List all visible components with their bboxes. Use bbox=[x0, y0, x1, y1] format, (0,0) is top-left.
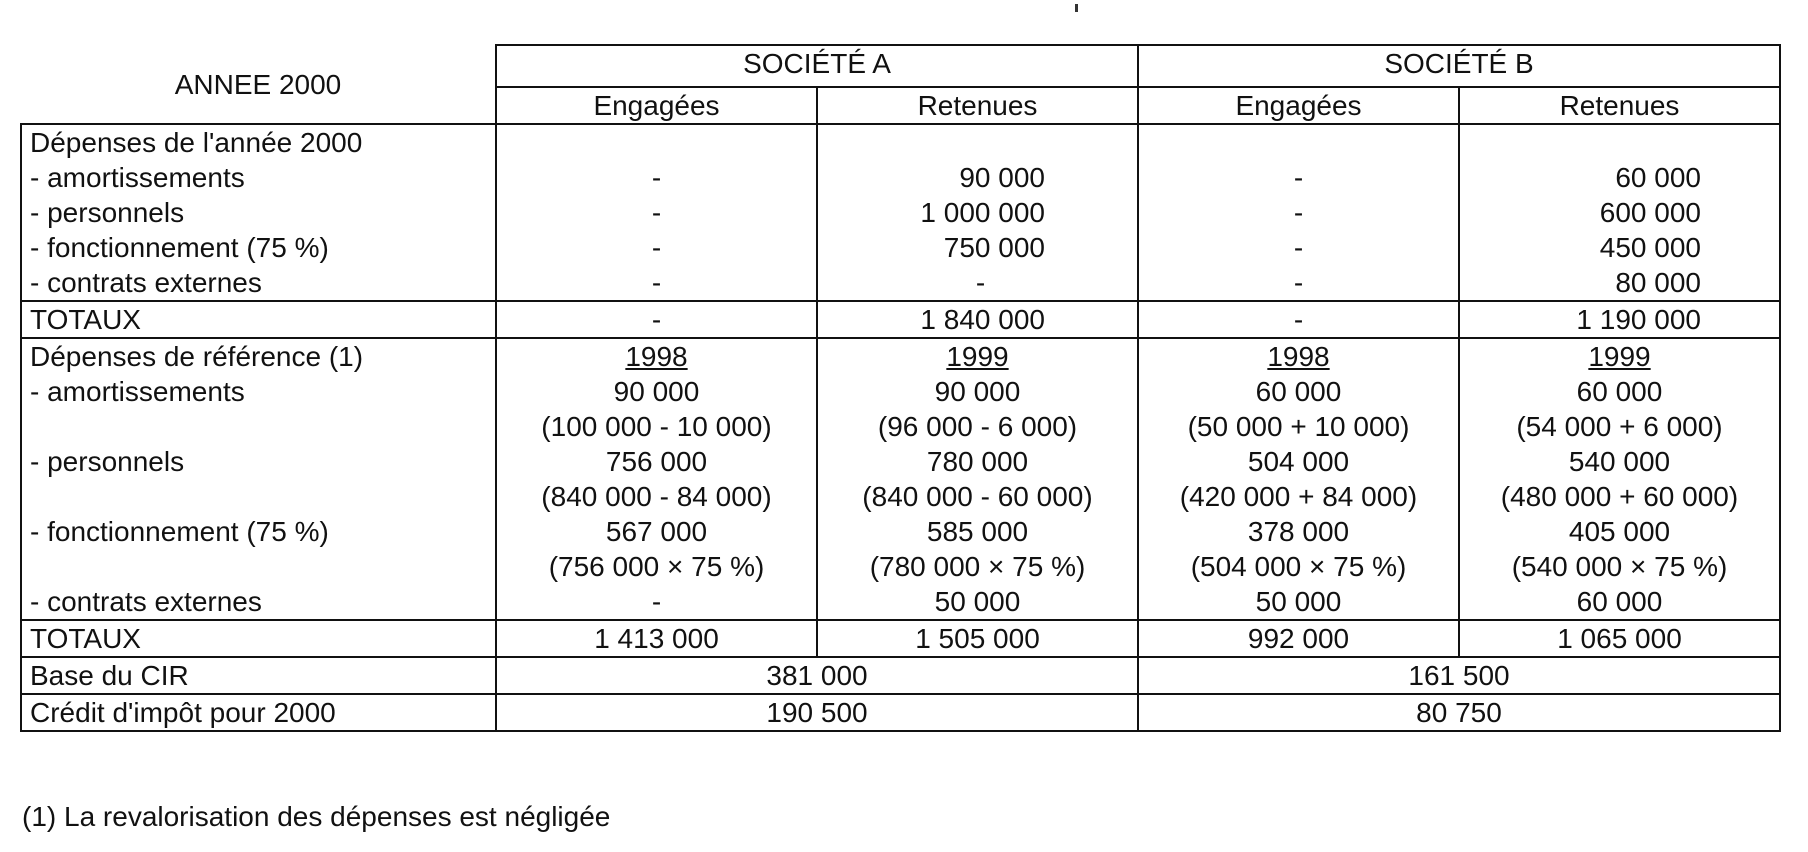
cell: 60 000 bbox=[1255, 376, 1342, 407]
year-label: 1998 bbox=[1267, 341, 1330, 372]
cell: 60 000 bbox=[1576, 376, 1663, 407]
cell: 750 000 bbox=[943, 232, 1045, 263]
cell: 756 000 bbox=[605, 446, 708, 477]
col-a-engaged: Engagées bbox=[496, 87, 817, 124]
totals-ref-a-engaged: 1 413 000 bbox=[496, 620, 817, 657]
cell: - bbox=[651, 586, 662, 617]
cell: (480 000 + 60 000) bbox=[1500, 481, 1739, 512]
year-label: 1998 bbox=[625, 341, 688, 372]
credit-b: 80 750 bbox=[1138, 694, 1780, 731]
cell: (756 000 × 75 %) bbox=[548, 551, 765, 582]
section-ref-a-engaged bbox=[496, 338, 817, 620]
row-label: - contrats externes bbox=[30, 267, 262, 298]
cell: 90 000 bbox=[613, 376, 700, 407]
credit-label: Crédit d'impôt pour 2000 bbox=[21, 694, 496, 731]
row-label: - amortissements bbox=[30, 376, 245, 407]
cell: (540 000 × 75 %) bbox=[1511, 551, 1728, 582]
totals-ref-b-retained: 1 065 000 bbox=[1459, 620, 1780, 657]
row-label: - personnels bbox=[30, 197, 185, 228]
totals-ref-b-engaged: 992 000 bbox=[1138, 620, 1459, 657]
totals-ref-label: TOTAUX bbox=[21, 620, 496, 657]
section-2000-a-retained bbox=[817, 124, 1138, 301]
section-ref-b-engaged bbox=[1138, 338, 1459, 620]
totals-2000-a-retained: 1 840 000 bbox=[817, 301, 1138, 338]
row-label bbox=[30, 409, 487, 444]
row-label bbox=[30, 479, 487, 514]
section-2000-b-retained bbox=[1459, 124, 1780, 301]
cell: 60 000 bbox=[1576, 586, 1663, 617]
cell: (504 000 × 75 %) bbox=[1190, 551, 1407, 582]
section-2000-title: Dépenses de l'année 2000 bbox=[30, 127, 363, 158]
totals-ref-a-retained: 1 505 000 bbox=[817, 620, 1138, 657]
cir-table bbox=[20, 44, 1781, 732]
cell: - bbox=[651, 162, 662, 193]
cell: 450 000 bbox=[1599, 232, 1701, 263]
scan-mark bbox=[1075, 4, 1078, 12]
cell: - bbox=[1293, 197, 1304, 228]
cell: (840 000 - 84 000) bbox=[541, 481, 772, 512]
year-label: 1999 bbox=[946, 341, 1009, 372]
section-2000-b-engaged bbox=[1138, 124, 1459, 301]
section-2000-labels bbox=[21, 124, 496, 301]
row-label bbox=[30, 549, 487, 584]
credit-a: 190 500 bbox=[496, 694, 1138, 731]
cell: (50 000 + 10 000) bbox=[1187, 411, 1410, 442]
cell: - bbox=[1293, 267, 1304, 298]
col-a-retained: Retenues bbox=[817, 87, 1138, 124]
company-a-heading: SOCIÉTÉ A bbox=[496, 45, 1138, 87]
cell: 540 000 bbox=[1568, 446, 1671, 477]
cell: (780 000 × 75 %) bbox=[869, 551, 1086, 582]
cell: 60 000 bbox=[1615, 162, 1701, 193]
row-label: - contrats externes bbox=[30, 586, 262, 617]
row-label: - fonctionnement (75 %) bbox=[30, 232, 329, 263]
cell: 90 000 bbox=[934, 376, 1021, 407]
cell: 50 000 bbox=[934, 586, 1021, 617]
row-label: - personnels bbox=[30, 446, 185, 477]
cell: (54 000 + 6 000) bbox=[1516, 411, 1723, 442]
cell: 378 000 bbox=[1247, 516, 1350, 547]
section-ref-title: Dépenses de référence (1) bbox=[30, 341, 364, 372]
company-b-heading: SOCIÉTÉ B bbox=[1138, 45, 1780, 87]
row-label: - fonctionnement (75 %) bbox=[30, 516, 329, 547]
section-ref-a-retained bbox=[817, 338, 1138, 620]
col-b-engaged: Engagées bbox=[1138, 87, 1459, 124]
totals-2000-label: TOTAUX bbox=[21, 301, 496, 338]
base-cir-a: 381 000 bbox=[496, 657, 1138, 694]
cell: 50 000 bbox=[1255, 586, 1342, 617]
totals-2000-b-engaged: - bbox=[1138, 301, 1459, 338]
cell: 504 000 bbox=[1247, 446, 1350, 477]
footnote: (1) La revalorisation des dépenses est négligée bbox=[22, 801, 611, 832]
cell: - bbox=[975, 267, 986, 298]
cell: (840 000 - 60 000) bbox=[862, 481, 1093, 512]
col-b-retained: Retenues bbox=[1459, 87, 1780, 124]
row-label: - amortissements bbox=[30, 162, 245, 193]
base-cir-b: 161 500 bbox=[1138, 657, 1780, 694]
base-cir-label: Base du CIR bbox=[21, 657, 496, 694]
cell: - bbox=[651, 197, 662, 228]
section-2000-a-engaged bbox=[496, 124, 817, 301]
cell: (100 000 - 10 000) bbox=[541, 411, 772, 442]
cell: - bbox=[651, 267, 662, 298]
section-ref-b-retained bbox=[1459, 338, 1780, 620]
cell: - bbox=[1293, 162, 1304, 193]
cell: (420 000 + 84 000) bbox=[1179, 481, 1418, 512]
totals-2000-a-engaged: - bbox=[496, 301, 817, 338]
cell: 600 000 bbox=[1599, 197, 1701, 228]
cell: 405 000 bbox=[1568, 516, 1671, 547]
totals-2000-b-retained: 1 190 000 bbox=[1459, 301, 1780, 338]
year-label: 1999 bbox=[1588, 341, 1651, 372]
cell: 1 000 000 bbox=[920, 197, 1045, 228]
cell: 567 000 bbox=[605, 516, 708, 547]
cell: 80 000 bbox=[1615, 267, 1701, 298]
cell: (96 000 - 6 000) bbox=[877, 411, 1078, 442]
year-heading: ANNEE 2000 bbox=[174, 68, 342, 100]
cell: 780 000 bbox=[926, 446, 1029, 477]
section-ref-labels bbox=[21, 338, 496, 620]
cell: 90 000 bbox=[959, 162, 1045, 193]
cell: - bbox=[1293, 232, 1304, 263]
cell: 585 000 bbox=[926, 516, 1029, 547]
cell: - bbox=[651, 232, 662, 263]
